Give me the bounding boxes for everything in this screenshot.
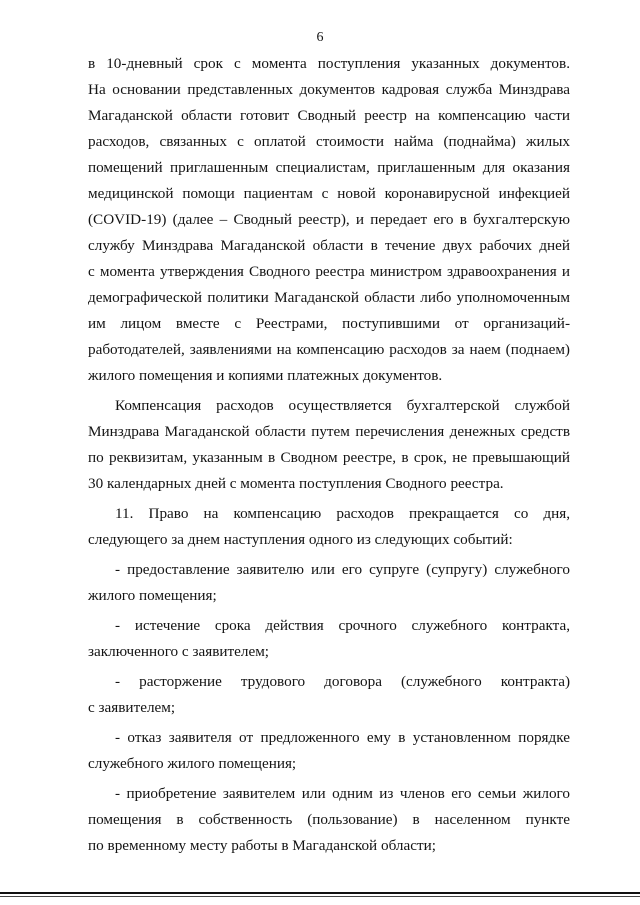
text-line: помещения в собственность (пользование) в населенном пункте: [88, 811, 570, 828]
text-line: На основании представленных документов кадровая служба Минздрава: [88, 81, 570, 98]
text-line: службу Минздрава Магаданской области в течение двух рабочих дней: [88, 237, 570, 254]
text-line: помещений приглашенным специалистам, приглашенным для оказания: [88, 159, 570, 176]
text-line: демографической политики Магаданской области либо уполномоченным: [88, 289, 570, 306]
text-line: Минздрава Магаданской области путем перечисления денежных средств: [88, 423, 570, 440]
page-number: 6: [316, 30, 324, 45]
bottom-border-line-secondary: [0, 896, 640, 897]
text-line: медицинской помощи пациентам с новой коронавирусной инфекцией: [88, 185, 570, 202]
text-line: служебного жилого помещения;: [88, 755, 297, 772]
text-line: Магаданской области готовит Сводный реестр на компенсацию части: [88, 107, 570, 124]
text-line: им лицом вместе с Реестрами, поступившими от организаций-: [88, 315, 570, 332]
text-line: жилого помещения и копиями платежных документов.: [88, 367, 443, 384]
text-line: работодателей, заявлениями на компенсацию расходов за наем (поднаем): [88, 341, 570, 358]
text-line: в 10-дневный срок с момента поступления указанных документов.: [88, 55, 570, 72]
text-line: - предоставление заявителю или его супруге (супругу) служебного: [115, 561, 570, 578]
document-body: [88, 51, 570, 859]
text-line: жилого помещения;: [88, 587, 217, 604]
text-line: - отказ заявителя от предложенного ему в установленном порядке: [115, 729, 570, 746]
text-line: по реквизитам, указанным в Сводном реестре, в срок, не превышающий: [88, 449, 570, 466]
text-line: с заявителем;: [88, 699, 176, 716]
text-line: 11. Право на компенсацию расходов прекращается со дня,: [115, 505, 570, 522]
text-line: - истечение срока действия срочного служебного контракта,: [115, 617, 570, 634]
text-line: Компенсация расходов осуществляется бухгалтерской службой: [115, 397, 570, 414]
text-line: по временному месту работы в Магаданской области;: [88, 837, 436, 854]
bottom-border-line: [0, 892, 640, 894]
text-line: с момента утверждения Сводного реестра министром здравоохранения и: [88, 263, 570, 280]
text-line: (COVID-19) (далее – Сводный реестр), и передает его в бухгалтерскую: [88, 211, 570, 228]
text-line: - расторжение трудового договора (служебного контракта): [115, 673, 570, 690]
text-line: следующего за днем наступления одного из следующих событий:: [88, 531, 513, 548]
text-line: - приобретение заявителем или одним из членов его семьи жилого: [115, 785, 570, 802]
text-line: расходов, связанных с оплатой стоимости найма (поднайма) жилых: [88, 133, 570, 150]
text-line: заключенного с заявителем;: [88, 643, 270, 660]
text-line: 30 календарных дней с момента поступления Сводного реестра.: [88, 475, 504, 492]
